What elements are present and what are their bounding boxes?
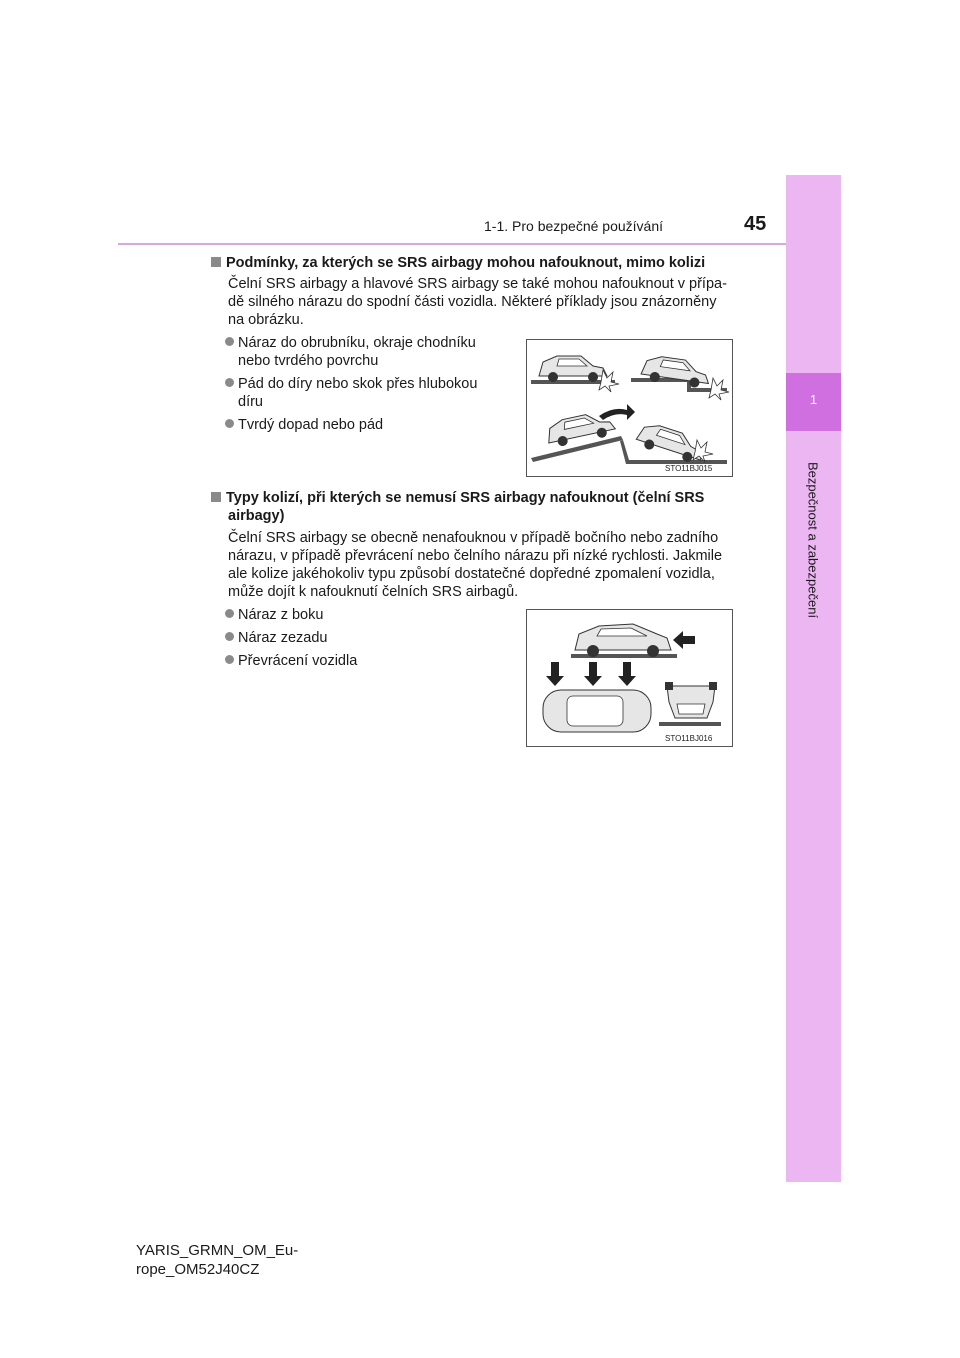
square-bullet-icon: [211, 257, 221, 267]
figure-code: STO11BJ016: [665, 734, 713, 743]
bullet-item: Převrácení vozidla: [225, 652, 357, 670]
bullet-item: Pád do díry nebo skok přes hlubokou díru: [225, 375, 477, 411]
circle-bullet-icon: [225, 609, 234, 618]
body-line: na obrázku.: [228, 312, 304, 328]
body-line: Čelní SRS airbagy se obecně nenafouknou v případě bočního nebo zadního: [228, 530, 719, 546]
bullet-item: Náraz do obrubníku, okraje chodníku nebo tvrdého povrchu: [225, 334, 476, 370]
body-line: nárazu, v případě převrácení nebo čelního nárazu při nízké rychlosti. Jakmile: [228, 548, 723, 564]
page-number: 45: [744, 213, 767, 235]
document-footer: [136, 1241, 298, 1279]
collision-types-illustration: [527, 610, 732, 746]
footer-line: YARIS_GRMN_OM_Eu-: [136, 1242, 299, 1259]
bullet-item: Tvrdý dopad nebo pád: [225, 416, 383, 434]
section2-title: Typy kolizí, při kterých se nemusí SRS airbagy nafouknout (čelní SRS airbagy): [211, 489, 744, 525]
body-line: může dojít k nafouknutí čelních SRS airbagů.: [228, 584, 519, 600]
section1-title: Podmínky, za kterých se SRS airbagy mohou nafouknout, mimo kolizi: [211, 254, 705, 272]
body-line: Čelní SRS airbagy a hlavové SRS airbagy se také mohou nafouknout v přípa-: [228, 276, 727, 292]
bullet-item: Náraz z boku: [225, 606, 323, 624]
circle-bullet-icon: [225, 378, 234, 387]
body-line: ale kolize jakéhokoliv typu způsobí dostatečné dopředné zpomalení vozidla,: [228, 566, 715, 582]
circle-bullet-icon: [225, 655, 234, 664]
square-bullet-icon: [211, 492, 221, 502]
chapter-title: Bezpečnost a zabezpečení: [805, 461, 821, 619]
header-section-title: 1-1. Pro bezpečné používání: [484, 218, 664, 234]
circle-bullet-icon: [225, 632, 234, 641]
bullet-item: Náraz zezadu: [225, 629, 327, 647]
figure-code: STO11BJ015: [665, 464, 713, 473]
footer-line: rope_OM52J40CZ: [136, 1261, 260, 1278]
figure-curb-impact-illustration: [526, 339, 733, 477]
header-rule: [118, 243, 786, 245]
circle-bullet-icon: [225, 337, 234, 346]
chapter-number: 1: [809, 392, 818, 407]
figure-non-deployment-collisions: [526, 609, 733, 747]
section1-body: [228, 275, 744, 329]
chapter-tab-strip: [786, 175, 841, 1182]
body-line: dě silného nárazu do spodní části vozidla. Některé příklady jsou znázorněny: [228, 294, 717, 310]
circle-bullet-icon: [225, 419, 234, 428]
car-impact-illustration: [527, 340, 732, 476]
section2-body: [228, 529, 744, 601]
